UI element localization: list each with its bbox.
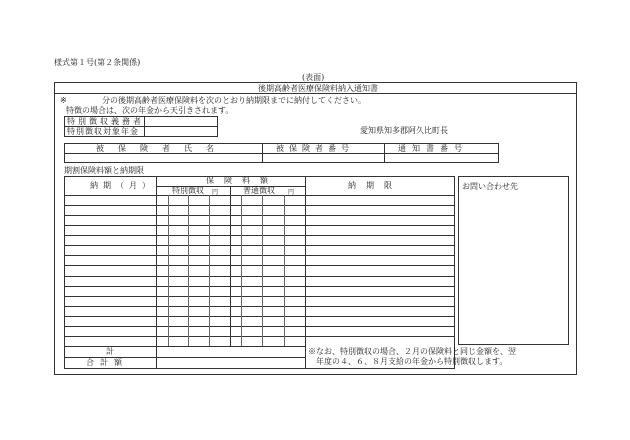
- pension-label: 特別徴収対象年金: [67, 127, 139, 136]
- notice-number-label: 通知書番号: [398, 144, 468, 153]
- notice-mark: ※: [60, 96, 67, 105]
- table-row: [64, 296, 455, 297]
- ordinary-header: 普通徴収: [243, 186, 275, 195]
- obligor-label: 特別徴収義務者: [67, 117, 144, 126]
- table-row: [64, 276, 455, 277]
- table-row: [64, 225, 455, 226]
- table-row: [64, 205, 455, 206]
- insured-col-divider-2: [384, 143, 385, 163]
- subtotal-label: 計: [106, 347, 114, 356]
- footnote-line-2: 年度の４、６、８月支給の年金から特別徴収します。: [316, 357, 508, 366]
- special-ordinary-divider: [230, 186, 231, 346]
- ordinary-yen: 円: [288, 189, 295, 196]
- digit-divider: [209, 195, 210, 346]
- table-row: [64, 316, 455, 317]
- side-label: (表面): [302, 73, 325, 82]
- table-row: [64, 286, 455, 287]
- table-row: [64, 235, 455, 236]
- inquiry-label: お問い合わせ先: [462, 182, 518, 191]
- table-row: [64, 306, 455, 307]
- special-collection-col-divider: [144, 116, 145, 137]
- digit-divider: [284, 195, 285, 346]
- table-row: [64, 245, 455, 246]
- digit-divider: [241, 195, 242, 346]
- table-row: [64, 265, 455, 266]
- form-number: 様式第１号(第２条関係): [54, 58, 141, 67]
- special-header: 特別徴収: [172, 186, 204, 195]
- notice-line-2: 特徴の場合は、次の年金から天引きされます。: [66, 106, 234, 115]
- table-row: [64, 255, 455, 256]
- insured-number-label: 被保険者番号: [276, 144, 354, 153]
- subtotal-line: [64, 346, 305, 347]
- total-label: 合計額: [86, 358, 128, 367]
- footnote-line-1: ※なお、特別徴収の場合、２月の保険料と同じ金額を、翌: [308, 347, 516, 356]
- special-yen: 円: [212, 189, 219, 196]
- digit-divider: [188, 195, 189, 346]
- notice-line-1: 分の後期高齢者医療保険料を次のとおり納期限までに納付してください。: [102, 96, 366, 105]
- schedule-section-title: 期割保険料額と納期限: [64, 166, 144, 175]
- issuer: 愛知県知多郡阿久比町長: [360, 126, 448, 135]
- digit-divider: [168, 195, 169, 346]
- deadline-header: 納期限: [348, 181, 402, 190]
- table-row: [64, 215, 455, 216]
- table-row: [64, 336, 455, 337]
- insured-name-label: 被保険者氏名: [96, 144, 228, 153]
- premium-header: 保険料額: [206, 176, 278, 185]
- period-header: 納期（月）: [90, 181, 155, 190]
- inquiry-box: [458, 176, 569, 345]
- digit-divider: [262, 195, 263, 346]
- table-row: [64, 326, 455, 327]
- document-title: 後期高齢者医療保険料納入通知書: [258, 84, 378, 93]
- insured-col-divider-1: [262, 143, 263, 163]
